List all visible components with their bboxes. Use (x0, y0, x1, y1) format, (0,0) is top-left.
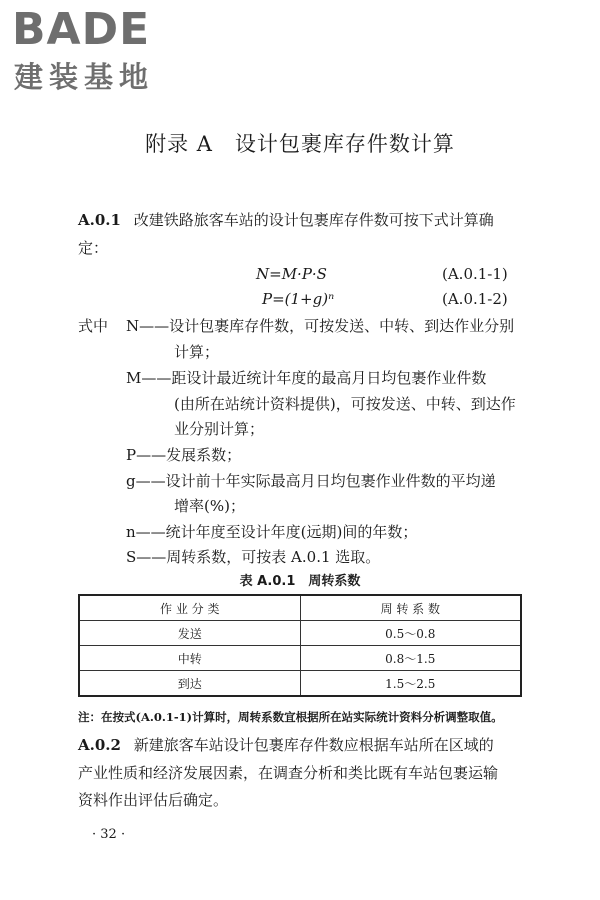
formula-2-label: (A.0.1-2) (442, 290, 508, 308)
row-category: 到达 (79, 671, 300, 697)
table-row (79, 646, 521, 671)
table-caption: 表 A.0.1 周转系数 (239, 574, 361, 589)
formula-1: N=M·P·S (256, 265, 327, 283)
a01-line2: 定： (78, 239, 109, 257)
logo-brand-text: BADE (12, 4, 151, 55)
where-label: 式中 (78, 317, 109, 335)
def-g-line2: 增率(%)； (174, 497, 245, 515)
a02-line1 (78, 735, 494, 755)
formula-1-label: (A.0.1-1) (442, 265, 508, 283)
table-row (79, 621, 521, 646)
table-header-row (79, 595, 521, 621)
def-M-line1: M——距设计最近统计年度的最高月日均包裹作业件数 (126, 369, 487, 387)
a01-number: A.0.1 (78, 211, 121, 229)
def-P-line1: P——发展系数； (126, 446, 242, 464)
row-value: 0.5～0.8 (300, 621, 521, 646)
a02-line2: 产业性质和经济发展因素，在调查分析和类比既有车站包裹运输 (78, 764, 499, 782)
row-category: 中转 (79, 646, 300, 671)
page-number: · 32 · (92, 827, 126, 842)
table-note: 注：在按式(A.0.1-1)计算时，周转系数宜根据所在站实际统计资料分析调整取值。 (78, 710, 503, 724)
a02-line3: 资料作出评估后确定。 (78, 791, 229, 809)
table-row (79, 671, 521, 697)
header-category: 作 业 分 类 (79, 595, 300, 621)
row-value: 1.5～2.5 (300, 671, 521, 697)
def-M-line2: (由所在站统计资料提供)，可按发送、中转、到达作 (174, 395, 516, 413)
a02-number: A.0.2 (78, 736, 121, 754)
def-M-line3: 业分别计算； (174, 420, 265, 438)
header-value: 周 转 系 数 (300, 595, 521, 621)
appendix-title: 附录 A 设计包裹库存件数计算 (145, 132, 455, 156)
def-N-line1: N——设计包裹库存件数，可按发送、中转、到达作业分别 (126, 317, 515, 335)
bade-logo (12, 4, 182, 96)
row-category: 发送 (79, 621, 300, 646)
a02-text1: 新建旅客车站设计包裹库存件数应根据车站所在区域的 (133, 736, 494, 754)
logo-subtitle: 建装基地 (14, 60, 155, 94)
def-g-line1: g——设计前十年实际最高月日均包裹作业件数的平均递 (126, 472, 496, 490)
formula-2: P=(1+g)ⁿ (262, 290, 335, 308)
row-value: 0.8～1.5 (300, 646, 521, 671)
def-N-line2: 计算； (174, 343, 220, 361)
a01-line1 (78, 210, 494, 230)
a01-text1: 改建铁路旅客车站的设计包裹库存件数可按下式计算确 (133, 211, 494, 229)
def-n-line1: n——统计年度至设计年度(远期)间的年数； (126, 523, 418, 541)
rotation-coefficient-table (78, 594, 522, 697)
def-S-line1: S——周转系数，可按表 A.0.1 选取。 (126, 548, 381, 566)
